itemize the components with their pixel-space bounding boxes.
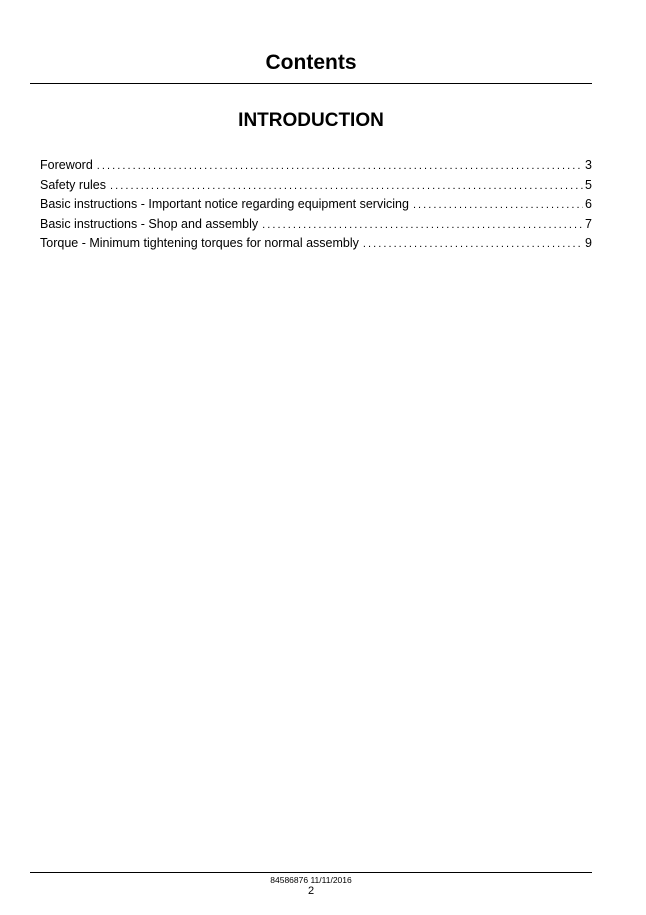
title-divider <box>30 83 592 84</box>
toc-leader-dots <box>110 177 583 197</box>
toc-entry-shop-and-assembly[interactable] <box>40 215 592 235</box>
toc-entry-page: 7 <box>585 216 592 231</box>
toc-entry-page: 5 <box>585 177 592 192</box>
toc-entry-torque[interactable] <box>40 234 592 254</box>
toc-entry-label: Basic instructions - Important notice regarding equipment servicing <box>40 197 409 211</box>
toc-entry-label: Torque - Minimum tightening torques for normal assembly <box>40 236 359 250</box>
table-of-contents <box>40 156 592 254</box>
toc-leader-dots <box>363 235 583 255</box>
page-title: Contents <box>265 51 357 74</box>
section-heading: INTRODUCTION <box>238 110 384 131</box>
toc-entry-foreword[interactable] <box>40 156 592 176</box>
toc-leader-dots <box>97 157 583 177</box>
footer-divider <box>30 872 592 873</box>
toc-entry-page: 3 <box>585 158 592 172</box>
footer-page-number: 2 <box>307 885 315 897</box>
toc-entry-page: 9 <box>585 236 592 250</box>
toc-entry-label: Safety rules <box>40 177 107 192</box>
toc-entry-equipment-servicing[interactable] <box>40 195 592 215</box>
toc-entry-label: Foreword <box>40 158 93 172</box>
toc-leader-dots <box>262 216 583 236</box>
toc-leader-dots <box>413 196 583 216</box>
toc-entry-safety-rules[interactable] <box>40 176 592 196</box>
toc-entry-label: Basic instructions - Shop and assembly <box>40 216 259 231</box>
toc-entry-page: 6 <box>585 197 592 211</box>
footer-doc-info: 84586876 11/11/2016 <box>270 875 352 885</box>
